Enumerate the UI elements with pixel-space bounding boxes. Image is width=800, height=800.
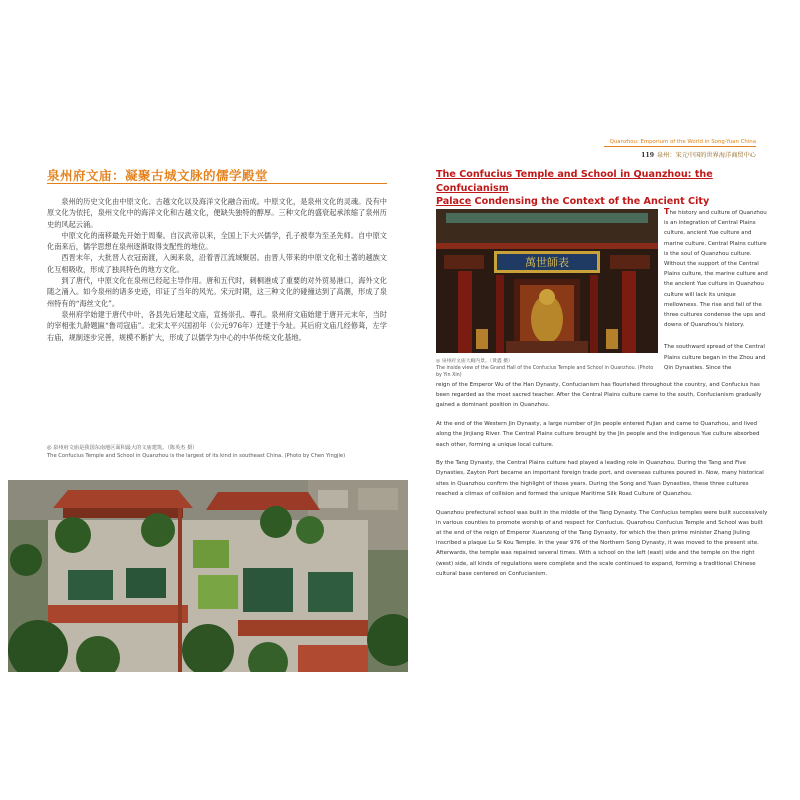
running-header-chinese [600,150,756,159]
grand-hall-caption [436,358,658,380]
intro-paragraph [664,207,768,330]
cn-paragraph: 到了唐代，中原文化在泉州已经起主导作用。唐和五代时，刺桐港成了重要的对外贸易港口，海外文化随之涌入。如今泉州的诸多史迹，印证了当年的风光。宋元时期，这三种文化的碰撞达到了高潮，形成了泉州特有的“海丝文化”。 [47,276,387,308]
header-rule [604,146,756,147]
title-line-2-rest: Condensing the Context of the Ancient City [471,196,710,207]
en-paragraph: At the end of the Western Jin Dynasty, a large number of Jin people entered Fujian and came to Quanzhou, and lived along the Jinjiang River. The Central Plains culture brought by the Jin people and the indigenous Yue culture absorbed each other, forming a unique local culture. [436,421,760,448]
running-header-english: Quanzhou: Emporium of the World in Song-Yuan China [609,139,756,145]
caption-chinese: ◎ 泉州府文庙大殿内景。（黄鑫 摄） [436,359,513,364]
intro-text: he history and culture of Quanzhou is an integration of Central Plains culture, ancient Yue culture and marine culture. Central Plains culture is the soul of Quanzhou culture. Without the support of the Central Plains culture, the marine culture and the ancient Yue culture in Quanzhou culture will lack its unique mellowness. The rise and fall of the three cultures condense the ups and downs of Quanzhou's history. [664,210,768,329]
en-paragraph: reign of the Emperor Wu of the Han Dynasty, Confucianism has flourished throughout the country, and Confucius has been regarded as the most sacred teacher. After the Central Plains culture came to the south, Confucianism gradually gained a dominant position in Quanzhou. [436,382,762,409]
page-number: 119 [641,152,654,159]
title-line-2-underlined: Palace [436,196,472,207]
english-section-title [436,168,776,209]
aerial-temple-illustration [8,480,408,672]
chinese-section-title: 泉州府文庙：凝聚古城文脉的儒学殿堂 [47,168,269,183]
en-paragraph: By the Tang Dynasty, the Central Plains culture had played a leading role in Quanzhou. During the Tang and Five Dynasties, Zayton Port became an important foreign trade port, and overseas cultures poured in. Now, many historical sites in Quanzhou confirm the highlight of those years. During the Song and Yuan Dynasties, these three cultures reached a climax of collision and formed the unique Maritime Silk Road Culture of Quanzhou. [436,460,764,497]
english-body-text [436,380,768,587]
en-paragraph: Quanzhou prefectural school was built in the middle of the Tang Dynasty. The Confucius temples were built successively in various counties to promote worship of and respect for Confucius. Quanzhou Confucius Temple and School was built at the end of the reign of Emperor Xuanzong of the Tang Dynasty, for which the then prime minister Zhang Jiuling inscribed a plaque Lu Si Kou Temple. In the year 976 of the Northern Song Dynasty, it was moved to the present site. Afterwards, the temple was repaired several times. With a school on the left (east) side and the temple on the right (west) side, all kinds of regulations were complete and the scale continued to expand, forming a traditional Chinese cultural base centered on Confucianism. [436,509,768,577]
caption-english: The inside view of the Grand Hall of the Confucius Temple and School in Quanzhou. (Photo by Yin Xin) [436,366,654,379]
intro-paragraph-2: The southward spread of the Central Plains culture began in the Zhou and Qin Dynasties. Since the [664,344,766,371]
chinese-body-text [47,196,387,343]
caption-english: The Confucius Temple and School in Quanzhou is the largest of its kind in southeast China. (Photo by Chen Yingjie) [47,453,346,459]
cn-paragraph: 中原文化的南移最先开始于周秦。自汉武帝以来，全国上下大兴儒学，孔子被奉为至圣先师。自中原文化南来后，儒学思想在泉州逐渐取得支配性的地位。 [47,230,387,252]
running-header-chinese-text: 泉州：宋元中国的世界海洋商贸中心 [657,152,756,159]
title-line-1: The Confucius Temple and School in Quanzhou: the Confucianism [436,169,713,194]
grand-hall-photo [436,209,658,353]
aerial-photo-caption [47,444,367,460]
grand-hall-illustration [436,209,658,353]
cn-paragraph: 西晋末年，大批晋人衣冠南渡，入闽来泉，沿着晋江流域聚居。由晋人带来的中原文化和土著的越族文化互相吸收，形成了独具特色的地方文化。 [47,253,387,274]
wrapped-intro-text [664,207,768,373]
aerial-temple-photo [8,480,408,672]
drop-cap: T [664,207,670,216]
caption-chinese: ◎ 泉州府文庙是我国东南地区面积最大的文庙建筑。（陈英杰 摄） [47,445,198,451]
plaque-text: 萬世師表 [525,256,569,269]
cn-paragraph: 泉州府学始建于唐代中叶，各县先后建起文庙，宣扬崇孔、尊孔。泉州府文庙始建于唐开元末年，当时的宰相张九龄题匾“鲁司寇庙”。北宋太平兴国初年（公元976年）迁建于今址。其后府文庙几经修葺，左学右庙，规制逐步完善，规模不断扩大，形成了以儒学为中心的中华传统文化基地。 [47,309,387,342]
title-underline [47,183,387,184]
cn-paragraph: 泉州的历史文化由中原文化、古越文化以及海洋文化融合而成。中原文化，是泉州文化的灵魂。没有中原文化为依托，泉州文化中的海洋文化和古越文化，便缺失独特的醇厚。三种文化的盛衰起承浓缩了泉州历史的风起云涌。 [47,197,387,229]
